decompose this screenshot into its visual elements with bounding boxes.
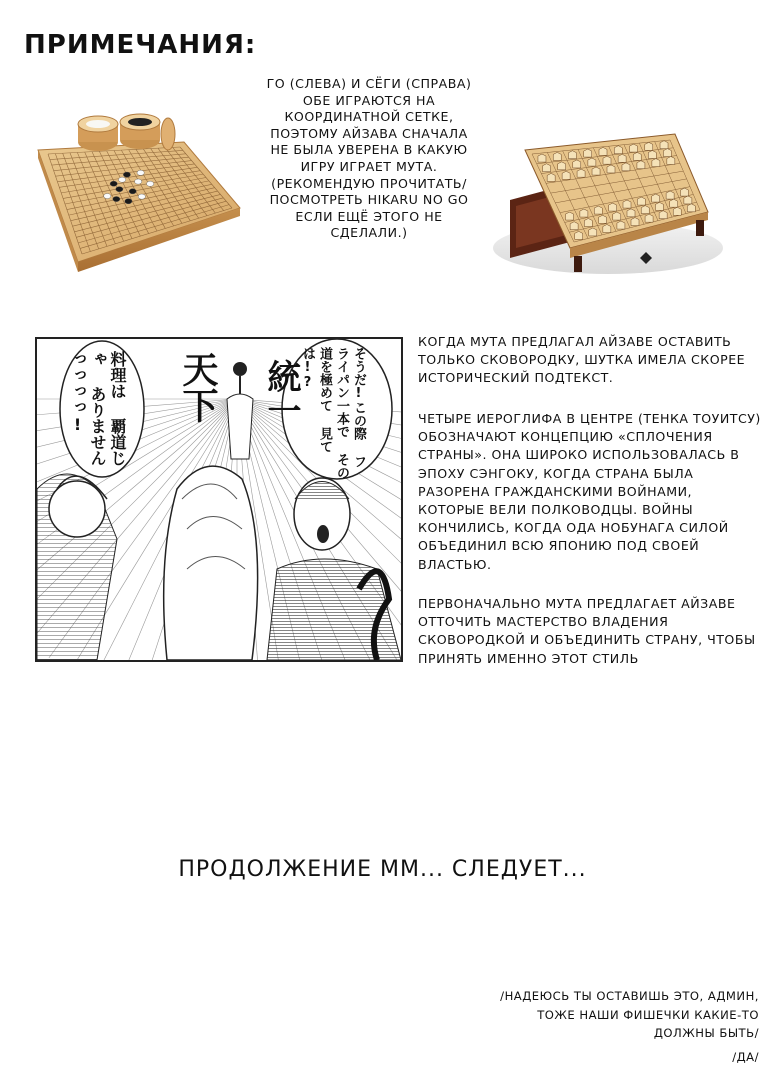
go-board-image bbox=[36, 112, 242, 277]
to-be-continued: ПРОДОЛЖЕНИЕ ММ... СЛЕДУЕТ... bbox=[178, 857, 587, 882]
speech-right: そうだ!この際 フライパン一本で その道を極めて 見ては!? bbox=[300, 347, 366, 479]
go-shogi-note: ГО (СЛЕВА) И СЁГИ (СПРАВА) ОБЕ ИГРАЮТСЯ НА КООРДИНАТНОЙ СЕТКЕ, ПОЭТОМУ АЙЗАВА СНАЧАЛА НЕ БЫЛА УВЕРЕНА В КАКУЮ ИГРУ ИГРАЕТ МУТА. (РЕКОМЕНДУЮ ПРОЧИТАТЬ/ПОСМОТРЕТЬ HIKARU NO GO ЕСЛИ ЕЩЁ ЭТОГО НЕ СДЕЛАЛИ.) bbox=[266, 76, 472, 241]
translator-reply: /ДА/ bbox=[732, 1050, 759, 1064]
note-paragraph-1: КОГДА МУТА ПРЕДЛАГАЛ АЙЗАВЕ ОСТАВИТЬ ТОЛЬКО СКОВОРОДКУ, ШУТКА ИМЕЛА СКОРЕЕ ИСТОРИЧЕСКИЙ ПОДТЕКСТ. bbox=[418, 334, 746, 386]
speech-left: 料理は 覇道じゃ ありません っっっっ! bbox=[68, 351, 127, 466]
note-paragraph-2: ЧЕТЫРЕ ИЕРОГЛИФА В ЦЕНТРЕ (ТЕНКА ТОУИТСУ) ОБОЗНАЧАЮТ КОНЦЕПЦИЮ «СПЛОЧЕНИЯ СТРАНЫ». ОНА ШИРОКО ИСПОЛЬЗОВАЛАСЬ В ЭПОХУ СЭНГОКУ, КОГДА СТРАНА БЫЛА РАЗОРЕНА ГРАЖДАНСКИМИ ВОЙНАМИ, КОТОРЫЕ ВЕЛИ ПОЛКОВОДЦЫ. ВОЙНЫ КОНЧИЛИСЬ, КОГДА ОДА НОБУНАГА СИЛОЙ ОБЪЕДИНИЛ ВСЮ ЯПОНИЮ ПОД СВОЕЙ ВЛАСТЬЮ. bbox=[418, 411, 761, 572]
kanji-tenka: 天下 bbox=[177, 351, 218, 423]
kanji-touitsu: 統一 bbox=[261, 359, 301, 427]
manga-panel bbox=[35, 337, 403, 662]
note-paragraph-3: ПЕРВОНАЧАЛЬНО МУТА ПРЕДЛАГАЕТ АЙЗАВЕ ОТТОЧИТЬ МАСТЕРСТВО ВЛАДЕНИЯ СКОВОРОДКОЙ И ОБЪЕДИНИТЬ СТРАНУ, ЧТОБЫ ПРИНЯТЬ ИМЕННО ЭТОТ СТИЛЬ bbox=[418, 596, 756, 666]
translator-aside: /НАДЕЮСЬ ТЫ ОСТАВИШЬ ЭТО, АДМИН, ТОЖЕ НАШИ ФИШЕЧКИ КАКИЕ-ТО ДОЛЖНЫ БЫТЬ/ bbox=[500, 989, 759, 1041]
page-title: ПРИМЕЧАНИЯ: bbox=[24, 30, 257, 60]
shogi-board-image bbox=[490, 130, 725, 280]
